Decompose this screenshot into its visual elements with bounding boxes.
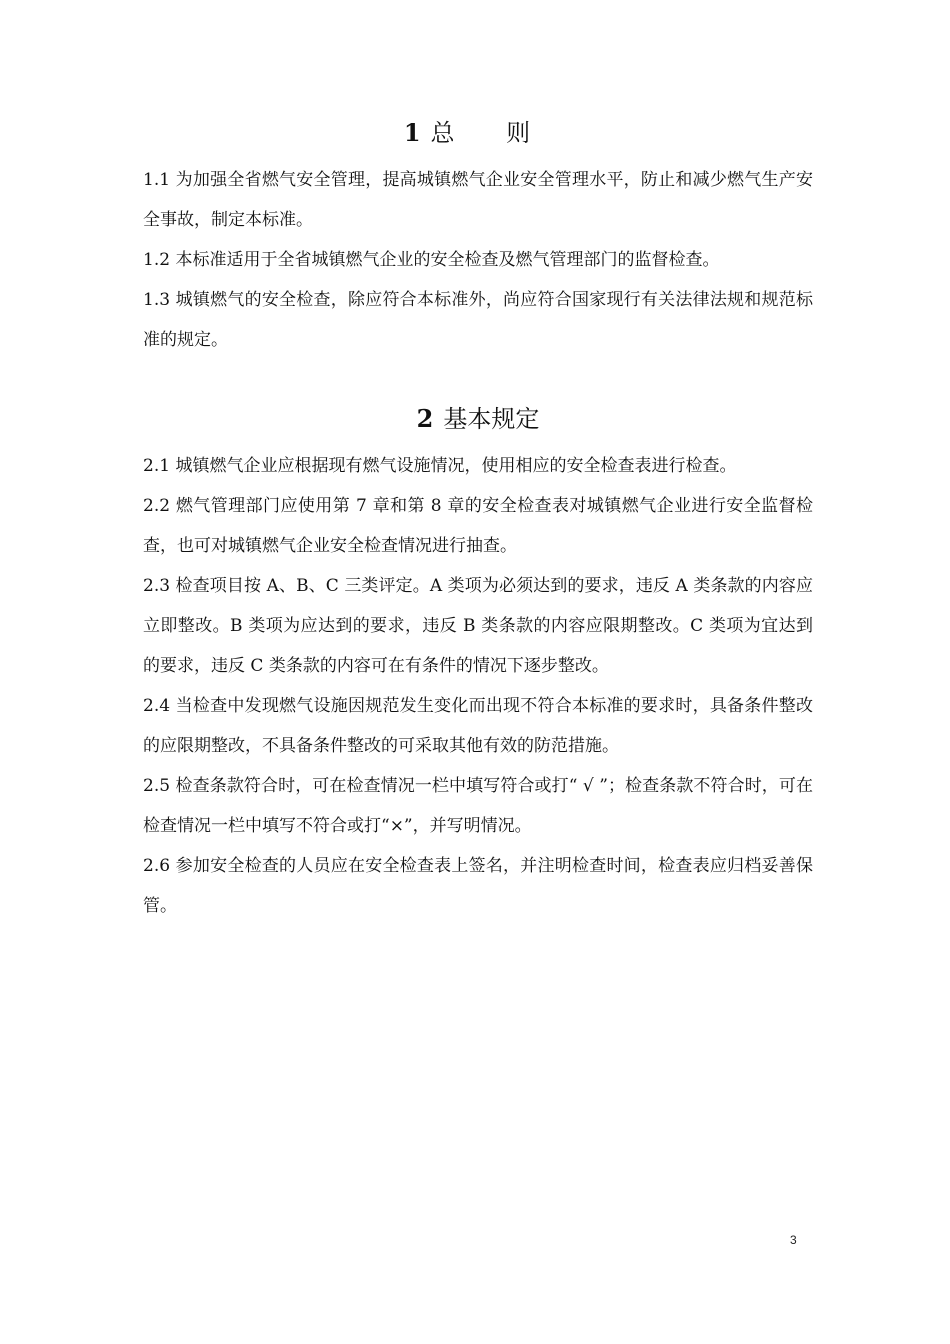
paragraph-2-1: 2.1 城镇燃气企业应根据现有燃气设施情况，使用相应的安全检查表进行检查。 (143, 456, 737, 476)
paragraph-2-2: 2.2 燃气管理部门应使用第 7 章和第 8 章的安全检查表对城镇燃气企业进行安全监督检查，也可对城镇燃气企业安全检查情况进行抽查。 (143, 496, 813, 556)
paragraph-2-3: 2.3 检查项目按 A、B、C 三类评定。A 类项为必须达到的要求，违反 A 类条款的内容应立即整改。B 类项为应达到的要求，违反 B 类条款的内容应限期整改。C 类项为宜达到的要求，违反 C 类条款的内容可在有条件的情况下逐步整改。 (143, 576, 813, 676)
section-title: 总 则 (430, 119, 553, 147)
section-basic-rules (143, 398, 813, 926)
paragraph-2-5: 2.5 检查条款符合时，可在检查情况一栏中填写符合或打“ √ ”；检查条款不符合时，可在检查情况一栏中填写不符合或打“×”，并写明情况。 (143, 776, 813, 836)
section-heading (143, 112, 813, 154)
page-number: 3 (790, 1233, 797, 1247)
section-general-principles (143, 112, 813, 360)
paragraph-1-1: 1.1 为加强全省燃气安全管理，提高城镇燃气企业安全管理水平，防止和减少燃气生产安全事故，制定本标准。 (143, 170, 813, 230)
section-number: 1 (403, 118, 421, 147)
section-number: 2 (416, 404, 434, 433)
section-heading (143, 398, 813, 440)
paragraph-2-6: 2.6 参加安全检查的人员应在安全检查表上签名，并注明检查时间，检查表应归档妥善保管。 (143, 856, 813, 916)
paragraph-1-3: 1.3 城镇燃气的安全检查，除应符合本标准外，尚应符合国家现行有关法律法规和规范标准的规定。 (143, 290, 813, 350)
section-title: 基本规定 (443, 405, 540, 433)
paragraph-1-2: 1.2 本标准适用于全省城镇燃气企业的安全检查及燃气管理部门的监督检查。 (143, 250, 720, 270)
paragraph-2-4: 2.4 当检查中发现燃气设施因规范发生变化而出现不符合本标准的要求时，具备条件整改的应限期整改，不具备条件整改的可采取其他有效的防范措施。 (143, 696, 813, 756)
